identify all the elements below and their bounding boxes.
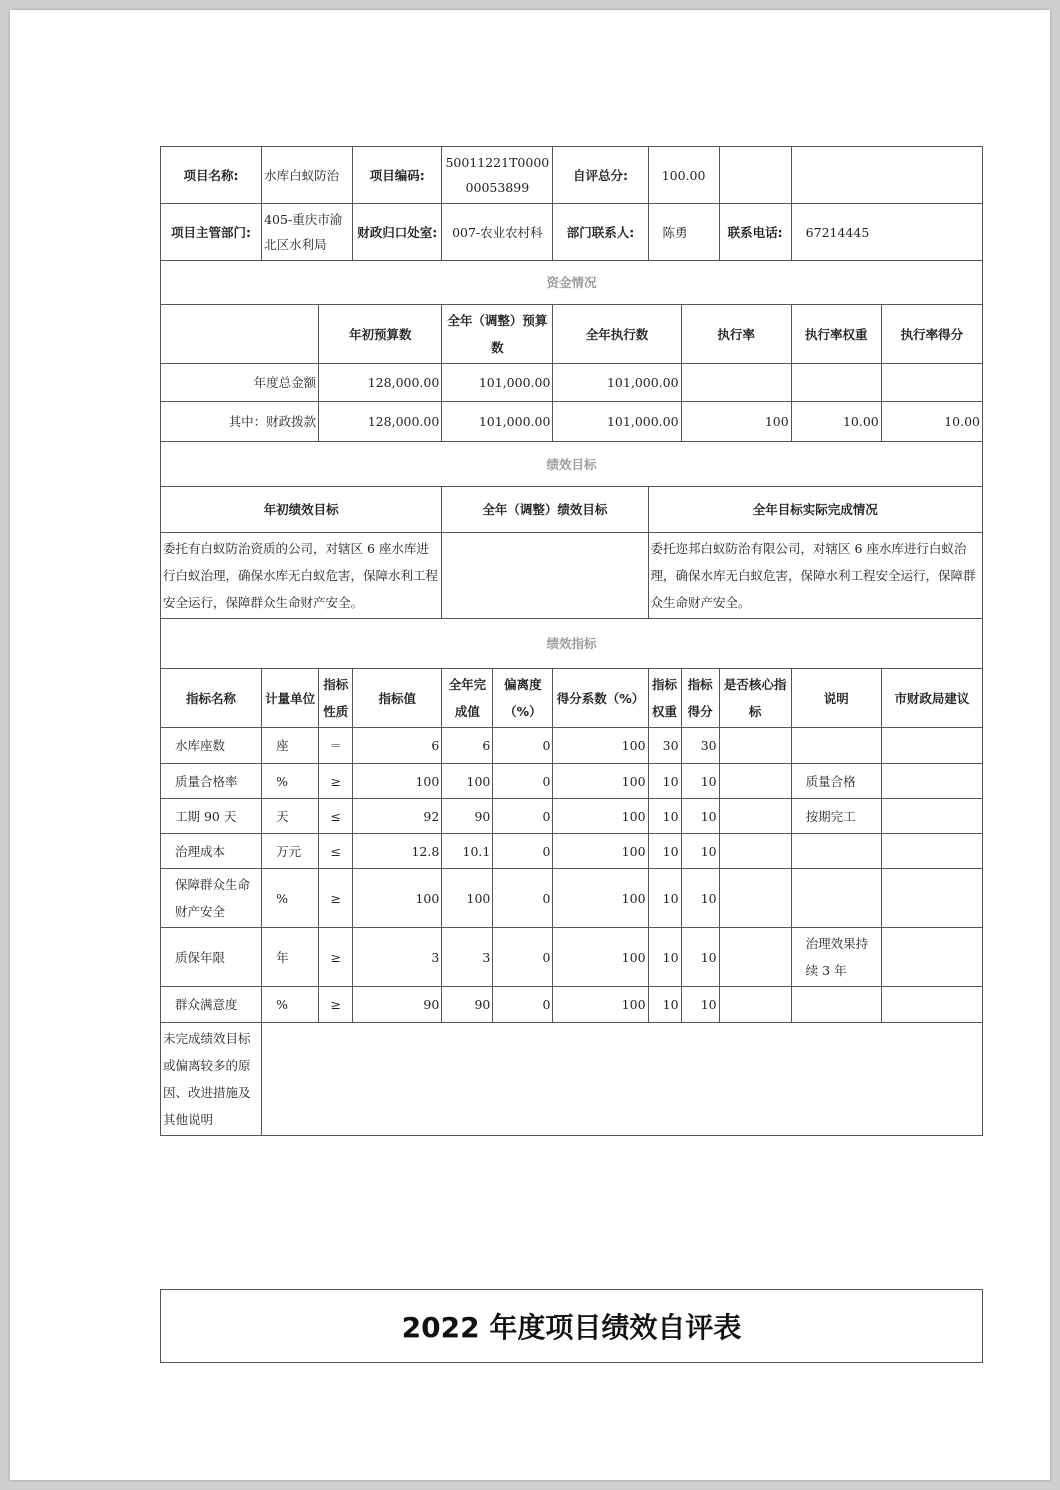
table-row [161, 834, 983, 869]
indicator-header: 得分系数（%） [553, 669, 648, 728]
contact-value: 陈勇 [648, 204, 719, 261]
indicator-header: 指标名称 [161, 669, 262, 728]
indicator-name: 质保年限 [161, 928, 262, 987]
funds-header: 执行率权重 [791, 305, 881, 364]
indicator-deviation: 0 [493, 987, 553, 1023]
indicator-note: 治理效果持续 3 年 [791, 928, 881, 987]
indicator-nature: ≥ [319, 764, 353, 799]
indicator-weight: 10 [648, 764, 681, 799]
indicator-advice [881, 869, 982, 928]
funds-header: 执行率 [681, 305, 791, 364]
indicator-target: 6 [353, 728, 442, 764]
indicator-done: 90 [442, 799, 493, 834]
funds-value: 101,000.00 [553, 364, 681, 402]
indicator-name: 群众满意度 [161, 987, 262, 1023]
funds-header: 年初预算数 [319, 305, 442, 364]
indicator-done: 100 [442, 869, 493, 928]
funds-header: 执行率得分 [881, 305, 982, 364]
indicator-deviation: 0 [493, 834, 553, 869]
indicator-unit: 天 [262, 799, 319, 834]
table-row [161, 799, 983, 834]
funds-value: 101,000.00 [553, 402, 681, 442]
indicator-target: 100 [353, 869, 442, 928]
indicator-unit: 座 [262, 728, 319, 764]
funds-value: 100 [681, 402, 791, 442]
indicator-deviation: 0 [493, 869, 553, 928]
score-label: 自评总分: [553, 147, 648, 204]
indicator-unit: % [262, 764, 319, 799]
indicator-note [791, 834, 881, 869]
goals-header-row [161, 487, 983, 533]
funds-row-label: 其中：财政拨款 [161, 402, 319, 442]
blank-cell [161, 305, 319, 364]
indicator-core [719, 799, 791, 834]
funds-row [161, 402, 983, 442]
actual-goal-text: 委托迩邦白蚁防治有限公司，对辖区 6 座水库进行白蚁治理，确保水库无白蚁危害，保障水利工程安全运行，保障群众生命财产安全。 [648, 533, 982, 619]
indicator-score: 10 [681, 869, 719, 928]
indicator-target: 12.8 [353, 834, 442, 869]
score-value: 100.00 [648, 147, 719, 204]
project-name-value: 水库白蚁防治 [262, 147, 353, 204]
indicator-done: 100 [442, 764, 493, 799]
indicator-nature: ≥ [319, 987, 353, 1023]
phone-value: 67214445 [791, 204, 982, 261]
indicator-done: 90 [442, 987, 493, 1023]
contact-label: 部门联系人: [553, 204, 648, 261]
indicator-note [791, 728, 881, 764]
indicator-deviation: 0 [493, 799, 553, 834]
indicator-note: 按期完工 [791, 799, 881, 834]
indicator-done: 3 [442, 928, 493, 987]
goals-section-row [161, 442, 983, 487]
dept-value: 405-重庆市渝北区水利局 [262, 204, 353, 261]
funds-value: 128,000.00 [319, 364, 442, 402]
indicator-done: 6 [442, 728, 493, 764]
indicator-nature: ＝ [319, 728, 353, 764]
funds-value [681, 364, 791, 402]
indicator-coefficient: 100 [553, 799, 648, 834]
funds-value [881, 364, 982, 402]
remarks-label: 未完成绩效目标或偏离较多的原因、改进措施及其他说明 [161, 1023, 262, 1136]
evaluation-form [160, 146, 983, 1136]
indicator-unit: 年 [262, 928, 319, 987]
indicator-weight: 30 [648, 728, 681, 764]
indicator-advice [881, 728, 982, 764]
indicator-unit: % [262, 987, 319, 1023]
indicator-advice [881, 764, 982, 799]
project-name-label: 项目名称: [161, 147, 262, 204]
indicator-core [719, 764, 791, 799]
indicator-header: 偏离度（%） [493, 669, 553, 728]
dept-label: 项目主管部门: [161, 204, 262, 261]
indicator-name: 保障群众生命财产安全 [161, 869, 262, 928]
info-row-2 [161, 204, 983, 261]
goals-section-title: 绩效目标 [161, 442, 983, 487]
indicator-deviation: 0 [493, 928, 553, 987]
goals-content-row [161, 533, 983, 619]
funds-row [161, 364, 983, 402]
finance-value: 007-农业农村科 [442, 204, 553, 261]
funds-row-label: 年度总金额 [161, 364, 319, 402]
indicator-score: 10 [681, 928, 719, 987]
indicator-score: 10 [681, 987, 719, 1023]
indicator-unit: 万元 [262, 834, 319, 869]
info-row-1 [161, 147, 983, 204]
project-code-label: 项目编码: [353, 147, 442, 204]
indicator-header: 指标权重 [648, 669, 681, 728]
indicator-coefficient: 100 [553, 869, 648, 928]
funds-value: 10.00 [791, 402, 881, 442]
form-title: 2022 年度项目绩效自评表 [160, 1289, 983, 1363]
indicator-core [719, 728, 791, 764]
blank-cell [791, 147, 982, 204]
indicator-name: 水库座数 [161, 728, 262, 764]
document-page [10, 10, 1050, 1480]
indicator-nature: ≤ [319, 834, 353, 869]
indicator-header: 计量单位 [262, 669, 319, 728]
funds-section-row [161, 261, 983, 305]
table-row [161, 764, 983, 799]
indicator-weight: 10 [648, 928, 681, 987]
indicator-core [719, 987, 791, 1023]
funds-value: 101,000.00 [442, 402, 553, 442]
table-row [161, 987, 983, 1023]
indicator-target: 100 [353, 764, 442, 799]
indicator-advice [881, 928, 982, 987]
indicator-coefficient: 100 [553, 987, 648, 1023]
goals-header: 年初绩效目标 [161, 487, 442, 533]
indicator-done: 10.1 [442, 834, 493, 869]
indicator-header: 市财政局建议 [881, 669, 982, 728]
indicator-unit: % [262, 869, 319, 928]
funds-value [791, 364, 881, 402]
goals-header: 全年目标实际完成情况 [648, 487, 982, 533]
indicator-weight: 10 [648, 834, 681, 869]
indicator-score: 30 [681, 728, 719, 764]
funds-value: 10.00 [881, 402, 982, 442]
indicator-header: 全年完成值 [442, 669, 493, 728]
indicator-coefficient: 100 [553, 928, 648, 987]
table-row [161, 928, 983, 987]
indicator-core [719, 834, 791, 869]
indicator-header: 指标性质 [319, 669, 353, 728]
indicator-note [791, 869, 881, 928]
funds-header: 全年执行数 [553, 305, 681, 364]
table-row [161, 728, 983, 764]
indicator-nature: ≥ [319, 928, 353, 987]
indicator-header: 指标值 [353, 669, 442, 728]
indicator-name: 治理成本 [161, 834, 262, 869]
remarks-row [161, 1023, 983, 1136]
indicators-header-row [161, 669, 983, 728]
indicator-header: 是否核心指标 [719, 669, 791, 728]
indicator-target: 3 [353, 928, 442, 987]
remarks-value [262, 1023, 983, 1136]
phone-label: 联系电话: [719, 204, 791, 261]
table-row [161, 869, 983, 928]
indicator-name: 质量合格率 [161, 764, 262, 799]
indicator-coefficient: 100 [553, 728, 648, 764]
indicator-score: 10 [681, 799, 719, 834]
indicator-score: 10 [681, 834, 719, 869]
indicator-coefficient: 100 [553, 834, 648, 869]
funds-header-row [161, 305, 983, 364]
funds-header: 全年（调整）预算数 [442, 305, 553, 364]
indicator-core [719, 928, 791, 987]
indicator-target: 92 [353, 799, 442, 834]
blank-cell [719, 147, 791, 204]
indicator-target: 90 [353, 987, 442, 1023]
indicator-deviation: 0 [493, 728, 553, 764]
indicator-note [791, 987, 881, 1023]
indicator-score: 10 [681, 764, 719, 799]
project-code-value: 50011221T000000053899 [442, 147, 553, 204]
indicator-deviation: 0 [493, 764, 553, 799]
indicator-core [719, 869, 791, 928]
indicator-advice [881, 987, 982, 1023]
goals-header: 全年（调整）绩效目标 [442, 487, 648, 533]
indicator-advice [881, 834, 982, 869]
indicator-name: 工期 90 天 [161, 799, 262, 834]
indicator-coefficient: 100 [553, 764, 648, 799]
indicators-section-row [161, 619, 983, 669]
funds-value: 101,000.00 [442, 364, 553, 402]
funds-value: 128,000.00 [319, 402, 442, 442]
indicator-weight: 10 [648, 799, 681, 834]
indicator-header: 指标得分 [681, 669, 719, 728]
finance-label: 财政归口处室: [353, 204, 442, 261]
indicator-weight: 10 [648, 987, 681, 1023]
indicator-nature: ≥ [319, 869, 353, 928]
initial-goal-text: 委托有白蚁防治资质的公司，对辖区 6 座水库进行白蚁治理，确保水库无白蚁危害，保障水利工程安全运行，保障群众生命财产安全。 [161, 533, 442, 619]
indicator-nature: ≤ [319, 799, 353, 834]
indicator-note: 质量合格 [791, 764, 881, 799]
funds-section-title: 资金情况 [161, 261, 983, 305]
indicator-header: 说明 [791, 669, 881, 728]
indicator-weight: 10 [648, 869, 681, 928]
adjusted-goal-text [442, 533, 648, 619]
indicators-section-title: 绩效指标 [161, 619, 983, 669]
indicator-advice [881, 799, 982, 834]
